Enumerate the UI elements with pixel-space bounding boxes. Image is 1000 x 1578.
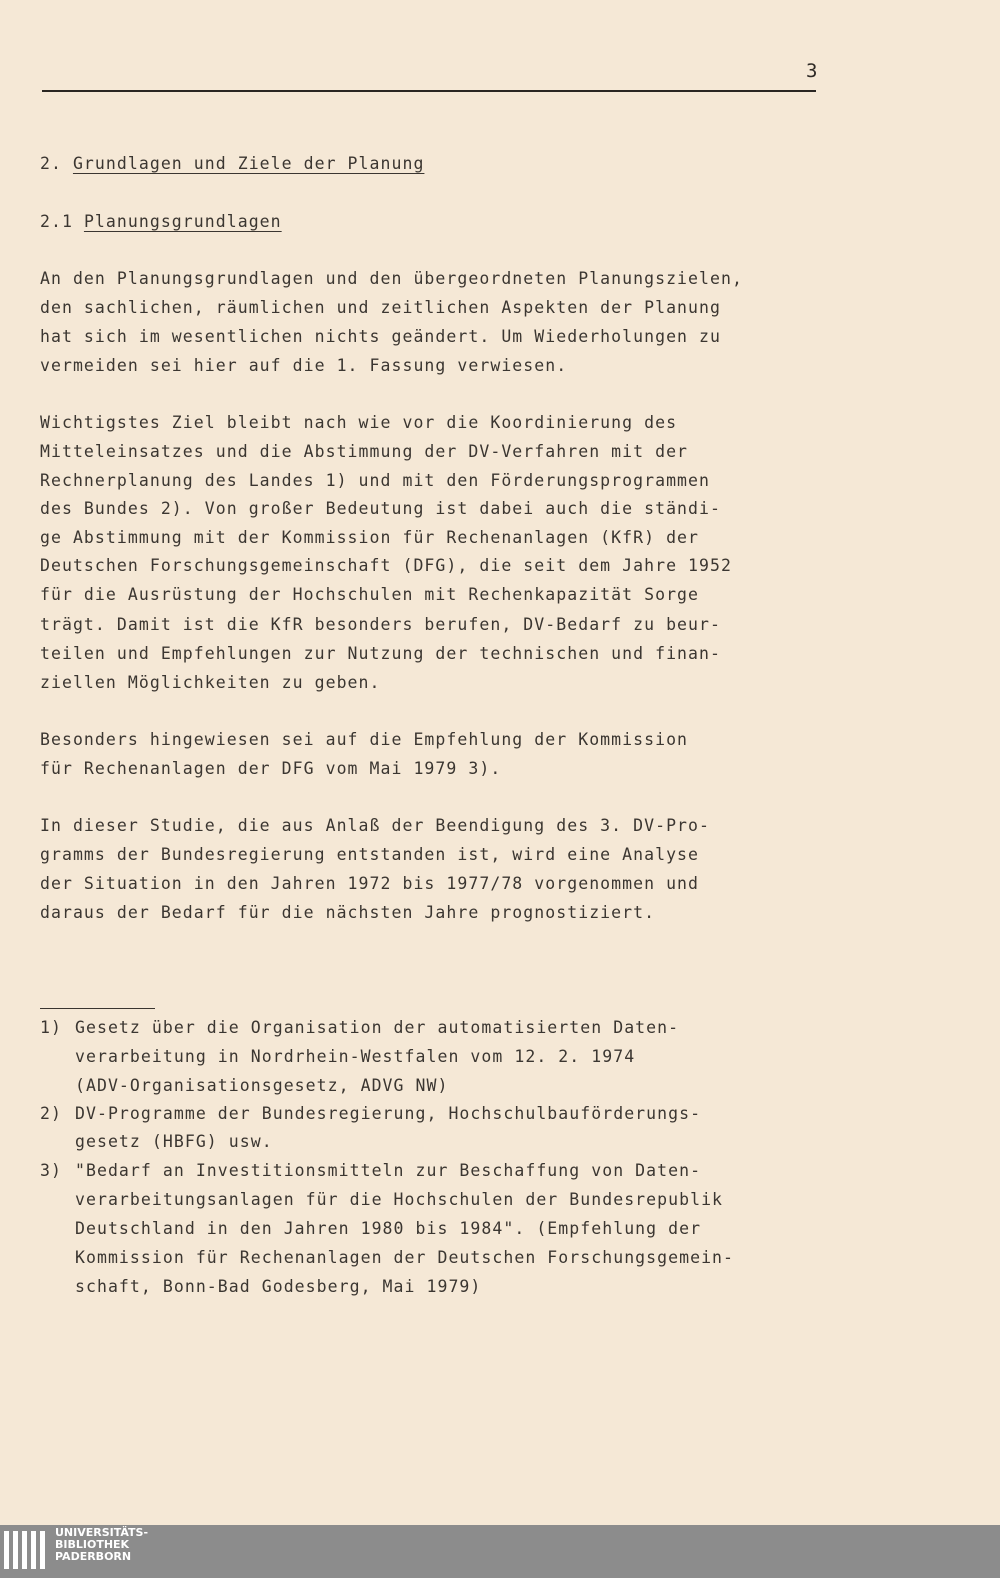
footnote-1-line: verarbeitung in Nordrhein-Westfalen vom 12. 2. 1974: [75, 1047, 636, 1066]
paragraph-4-line: In dieser Studie, die aus Anlaß der Beendigung des 3. DV-Pro-: [40, 816, 711, 835]
library-name-line: UNIVERSITÄTS-: [55, 1526, 149, 1539]
library-name-line: BIBLIOTHEK: [55, 1538, 130, 1551]
footnote-3-line: "Bedarf an Investitionsmitteln zur Beschaffung von Daten-: [75, 1161, 702, 1180]
paragraph-2-line: teilen und Empfehlungen zur Nutzung der technischen und finan-: [40, 644, 721, 663]
paragraph-3-line: Besonders hingewiesen sei auf die Empfehlung der Kommission: [40, 730, 689, 749]
paragraph-4-line: der Situation in den Jahren 1972 bis 1977/78 vorgenommen und: [40, 874, 700, 893]
footnote-1-line: Gesetz über die Organisation der automatisierten Daten-: [75, 1018, 680, 1037]
header-rule: [42, 90, 816, 92]
library-name: [55, 1527, 148, 1563]
library-name-line: PADERBORN: [55, 1550, 132, 1563]
footnote-separator: [40, 1008, 155, 1009]
paragraph-4-line: daraus der Bedarf für die nächsten Jahre prognostiziert.: [40, 903, 656, 922]
subsection-heading-title: Planungsgrundlagen: [83, 212, 282, 231]
footnote-3-line: Kommission für Rechenanlagen der Deutschen Forschungsgemein-: [75, 1248, 735, 1267]
section-heading-number: 2.: [40, 154, 62, 173]
footnote-3-line: Deutschland in den Jahren 1980 bis 1984". (Empfehlung der: [75, 1219, 702, 1238]
paragraph-2-line: Mitteleinsatzes und die Abstimmung der DV-Verfahren mit der: [40, 442, 689, 461]
subsection-heading-number: 2.1: [40, 212, 73, 231]
paragraph-1-line: vermeiden sei hier auf die 1. Fassung verwiesen.: [40, 356, 568, 375]
paragraph-3-line: für Rechenanlagen der DFG vom Mai 1979 3).: [40, 759, 502, 778]
paragraph-2-line: ge Abstimmung mit der Kommission für Rechenanlagen (KfR) der: [40, 528, 700, 547]
footnote-3-line: verarbeitungsanlagen für die Hochschulen der Bundesrepublik: [75, 1190, 724, 1209]
paragraph-2-line: für die Ausrüstung der Hochschulen mit Rechenkapazität Sorge: [40, 585, 700, 604]
paragraph-2-line: Wichtigstes Ziel bleibt nach wie vor die Koordinierung des: [40, 413, 678, 432]
paragraph-4-line: gramms der Bundesregierung entstanden ist, wird eine Analyse: [40, 845, 700, 864]
footnote-2-line: gesetz (HBFG) usw.: [75, 1132, 273, 1151]
library-footer-bar: [0, 1525, 1000, 1578]
subsection-heading: [40, 211, 282, 233]
page-number: 3: [806, 60, 818, 82]
section-heading-title: Grundlagen und Ziele der Planung: [72, 154, 425, 173]
paragraph-2-line: ziellen Möglichkeiten zu geben.: [40, 673, 381, 692]
footnote-2-marker: 2): [40, 1104, 62, 1123]
paragraph-2-line: trägt. Damit ist die KfR besonders berufen, DV-Bedarf zu beur-: [40, 615, 721, 634]
section-heading: [40, 153, 424, 175]
footnote-3-marker: 3): [40, 1161, 62, 1180]
paragraph-1-line: An den Planungsgrundlagen und den übergeordneten Planungszielen,: [40, 269, 743, 288]
paragraph-2-line: des Bundes 2). Von großer Bedeutung ist dabei auch die ständi-: [40, 499, 721, 518]
paragraph-1-line: hat sich im wesentlichen nichts geändert. Um Wiederholungen zu: [40, 327, 721, 346]
paragraph-2-line: Rechnerplanung des Landes 1) und mit den Förderungsprogrammen: [40, 471, 711, 490]
footnote-1-marker: 1): [40, 1018, 62, 1037]
paragraph-1-line: den sachlichen, räumlichen und zeitlichen Aspekten der Planung: [40, 298, 721, 317]
library-logo-icon: [4, 1531, 45, 1569]
footnote-3-line: schaft, Bonn-Bad Godesberg, Mai 1979): [75, 1277, 482, 1296]
footnote-2-line: DV-Programme der Bundesregierung, Hochschulbauförderungs-: [75, 1104, 702, 1123]
paragraph-2-line: Deutschen Forschungsgemeinschaft (DFG), die seit dem Jahre 1952: [40, 556, 732, 575]
footnote-1-line: (ADV-Organisationsgesetz, ADVG NW): [75, 1076, 449, 1095]
